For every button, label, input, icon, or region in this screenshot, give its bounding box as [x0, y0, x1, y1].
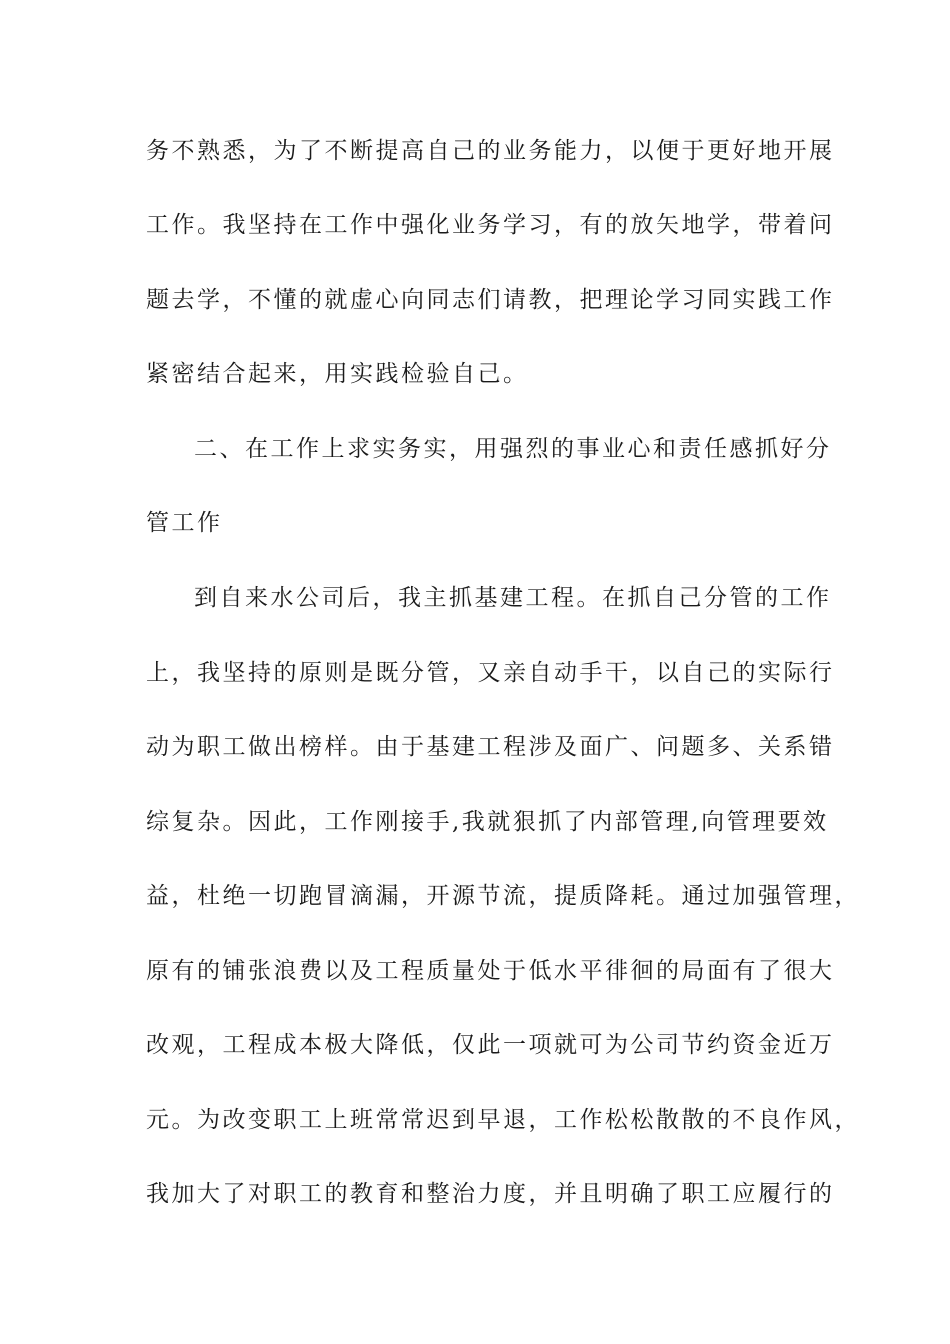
- text-line: 上，我坚持的原则是既分管，又亲自动手干，以自己的实际行: [146, 660, 835, 686]
- text-line: 益，杜绝一切跑冒滴漏，开源节流，提质降耗。通过加强管理，: [146, 883, 860, 909]
- text-line: 到自来水公司后，我主抓基建工程。在抓自己分管的工作: [194, 585, 832, 611]
- text-line: 题去学，不懂的就虚心向同志们请教，把理论学习同实践工作: [146, 287, 835, 313]
- text-line: 综复杂。因此，工作刚接手,我就狠抓了内部管理,向管理要效: [146, 809, 829, 835]
- text-line: 改观，工程成本极大降低，仅此一项就可为公司节约资金近万: [146, 1032, 835, 1058]
- text-line: 工作。我坚持在工作中强化业务学习，有的放矢地学，带着问: [146, 212, 835, 238]
- text-line: 我加大了对职工的教育和整治力度，并且明确了职工应履行的: [146, 1181, 835, 1207]
- text-line: 元。为改变职工上班常常迟到早退，工作松松散散的不良作风，: [146, 1107, 860, 1133]
- text-line: 原有的铺张浪费以及工程质量处于低水平徘徊的局面有了很大: [146, 958, 835, 984]
- heading-line: 管工作: [146, 510, 223, 536]
- text-line: 务不熟悉，为了不断提高自己的业务能力，以便于更好地开展: [146, 138, 835, 164]
- text-line: 动为职工做出榜样。由于基建工程涉及面广、问题多、关系错: [146, 734, 835, 760]
- heading-line: 二、在工作上求实务实，用强烈的事业心和责任感抓好分: [194, 436, 832, 462]
- text-line: 紧密结合起来，用实践检验自己。: [146, 361, 529, 387]
